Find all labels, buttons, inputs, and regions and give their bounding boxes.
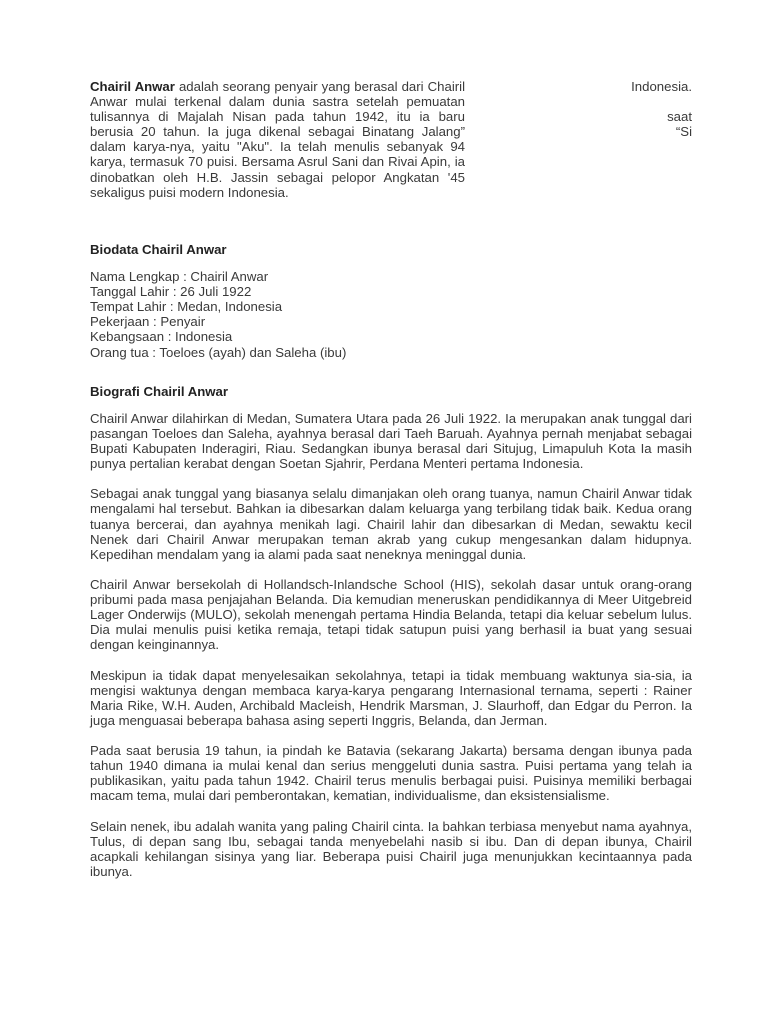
biografi-paragraph: Sebagai anak tunggal yang biasanya selalu dimanjakan oleh orang tuanya, namun Chairil Anwar tidak mengalami hal tersebut. Bahkan ia dibesarkan dalam keluarga yang terbilang tidak baik. Kedua orang tuanya bercerai, dan ayahnya menikah lagi. Chairil lahir dan dibesarkan di Medan, sewaktu kecil Nenek dari Chairil Anwar merupakan teman akrab yang cukup mengesankan dalam hidupnya. Kepedihan mendalam yang ia alami pada saat neneknya meninggal dunia. [90,486,692,562]
biografi-paragraph: Chairil Anwar bersekolah di Hollandsch-Inlandsche School (HIS), sekolah dasar untuk orang-orang pribumi pada masa penjajahan Belanda. Dia kemudian meneruskan pendidikannya di Meer Uitgebreid Lager Onderwijs (MULO), sekolah menengah pertama Hindia Belanda, tetapi dia keluar sebelum lulus. Dia mulai menulis puisi ketika remaja, tetapi tidak satupun puisi yang berhasil ia buat yang sesuai dengan keinginannya. [90,576,692,653]
biodata-heading: Biodata Chairil Anwar [90,242,227,257]
biografi-paragraph: Chairil Anwar dilahirkan di Medan, Sumatera Utara pada 26 Juli 1922. Ia merupakan anak tunggal dari pasangan Toeloes dan Saleha, ayahnya berasal dari Taeh Baruah. Ayahnya pernah menjabat sebagai Bupati Kabupaten Inderagiri, Riau. Sedangkan ibunya berasal dari Situjug, Limapuluh Kota Ia masih punya pertalian kerabat dengan Soetan Sjahrir, Perdana Menteri pertama Indonesia. [90,410,692,472]
biografi-body [90,411,692,879]
document-page [90,79,692,879]
biodata-item: Nama Lengkap : Chairil Anwar [90,269,269,285]
intro-right-line-1: Indonesia. [631,79,692,94]
biodata-list [90,269,692,360]
intro-right-column [552,79,692,139]
biodata-item: Pekerjaan : Penyair [90,314,206,330]
biodata-item: Orang tua : Toeloes (ayah) dan Saleha (ibu) [90,344,347,360]
intro-name-bold: Chairil Anwar [90,79,175,94]
intro-right-line-4: “Si [675,124,692,140]
intro-section [90,79,692,219]
intro-right-spacer [552,94,692,109]
biodata-item: Tanggal Lahir : 26 Juli 1922 [90,284,252,300]
intro-text: adalah seorang penyair yang berasal dari Chairil Anwar mulai terkenal dalam dunia sastra setelah pemuatan tulisannya di Majalah Nisan pada tahun 1942, itu ia baru berusia 20 tahun. Ia juga dikenal sebagai Binatang Jalang” dalam karya-nya, yaitu "Aku". Ia telah menulis sebanyak 94 karya, termasuk 70 puisi. Bersama Asrul Sani dan Rivai Apin, ia dinobatkan oleh H.B. Jassin sebagai pelopor Angkatan '45 sekaligus puisi modern Indonesia. [90,79,465,200]
biografi-heading: Biografi Chairil Anwar [90,383,228,399]
biografi-paragraph: Selain nenek, ibu adalah wanita yang paling Chairil cinta. Ia bahkan terbiasa menyebut nama ayahnya, Tulus, di depan sang Ibu, sebagai tanda menyebelahi nasib si ibu. Dan di depan ibunya, Chairil acapkali kehilangan sisinya yang liar. Beberapa puisi Chairil juga menunjukkan kecintaannya pada ibunya. [90,818,692,880]
biodata-item: Tempat Lahir : Medan, Indonesia [90,299,283,315]
intro-paragraph [90,79,465,200]
intro-right-line-3: saat [667,109,692,125]
biografi-paragraph: Pada saat berusia 19 tahun, ia pindah ke Batavia (sekarang Jakarta) bersama dengan ibunya pada tahun 1940 dimana ia mulai kenal dan serius menggeluti dunia sastra. Puisi pertama yang telah ia publikasikan, yaitu pada tahun 1942. Chairil terus menulis berbagai puisi. Puisinya memiliki berbagai macam tema, mulai dari pemberontakan, kematian, individualisme, dan eksistensialisme. [90,743,692,804]
biodata-item: Kebangsaan : Indonesia [90,329,233,345]
biografi-paragraph: Meskipun ia tidak dapat menyelesaikan sekolahnya, tetapi ia tidak membuang waktunya sia-sia, ia mengisi waktunya dengan membaca karya-karya pengarang Internasional ternama, seperti : Rainer Maria Rike, W.H. Auden, Archibald Macleish, Hendrik Marsman, J. Slaurhoff, dan Edgar du Perron. Ia juga menguasai beberapa bahasa asing seperti Inggris, Belanda, dan Jerman. [90,667,692,728]
